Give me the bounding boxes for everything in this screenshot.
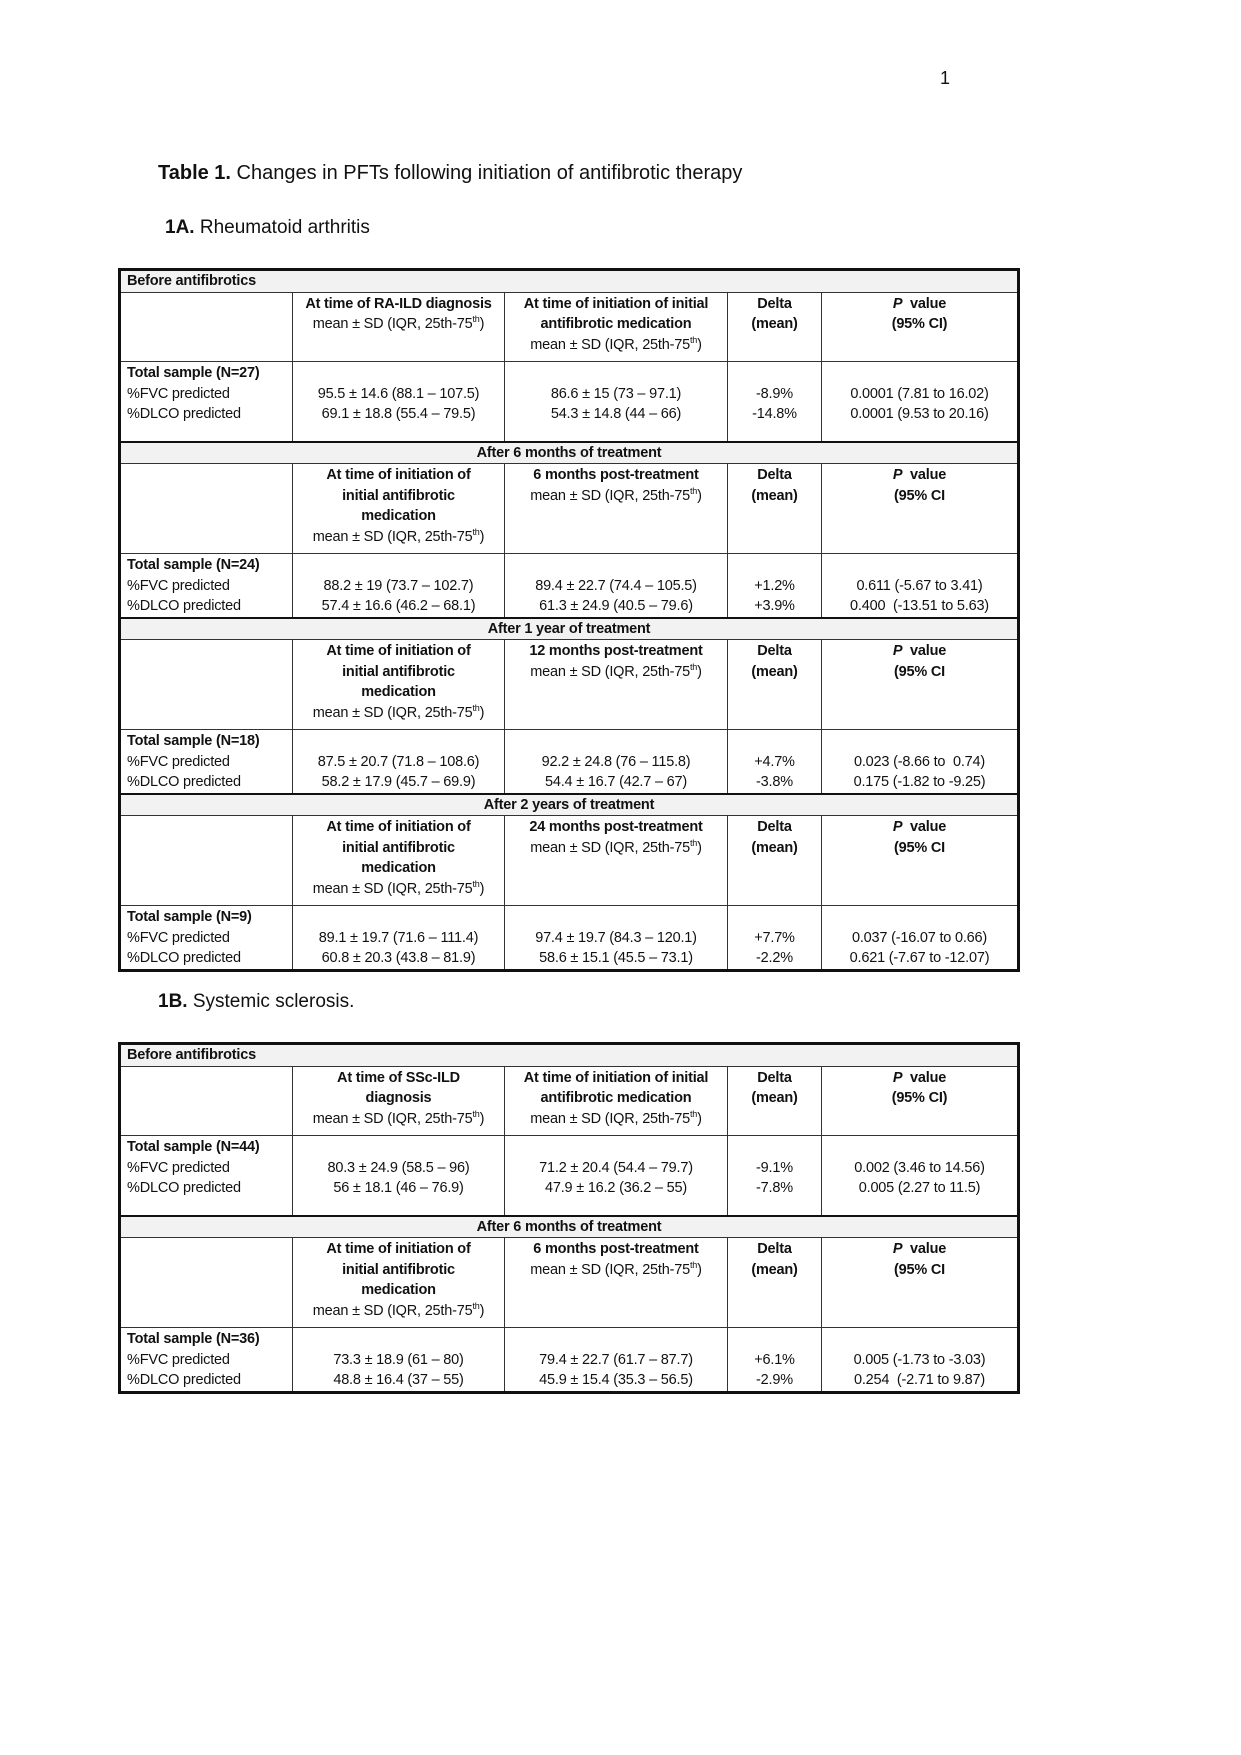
fvc-p-value: 0.037 (-16.07 to 0.66): [851, 929, 988, 946]
row-labels: [120, 554, 293, 618]
delta-column-header: [728, 816, 822, 906]
fvc-followup-value: 86.6 ± 15 (73 – 97.1): [550, 385, 682, 402]
mean-sd-close: ): [697, 1261, 702, 1278]
header-line: At time of initiation of initial: [523, 1069, 709, 1086]
baseline-column-header: [293, 1238, 505, 1328]
dlco-baseline-value: 57.4 ± 16.6 (46.2 – 68.1): [321, 598, 476, 614]
fvc-label: %FVC predicted: [127, 577, 230, 594]
pvalue-column-header: [822, 292, 1019, 362]
header-line: Delta: [757, 643, 792, 659]
column-header-row: [120, 464, 1019, 554]
fvc-label: %FVC predicted: [127, 385, 230, 402]
delta-column-header: [728, 292, 822, 362]
mean-sd-close: ): [479, 528, 485, 545]
delta-column-header: [728, 1066, 822, 1136]
fvc-p-value: 0.002 (3.46 to 14.56): [854, 1159, 985, 1176]
mean-sd-label: [530, 661, 702, 680]
superscript: th: [472, 878, 480, 889]
empty-header-cell: [120, 640, 293, 730]
fvc-delta-value: +7.7%: [754, 929, 795, 946]
mean-sd-label: [312, 526, 485, 545]
dlco-baseline-value: 56 ± 18.1 (46 – 76.9): [333, 1180, 464, 1196]
data-row: [120, 906, 1019, 971]
mean-sd-close: ): [697, 663, 702, 680]
fvc-followup-value: 92.2 ± 24.8 (76 – 115.8): [541, 753, 691, 770]
subtable-name: Systemic sclerosis.: [187, 991, 355, 1012]
table-rheumatoid-arthritis: [118, 268, 1020, 972]
p-symbol: P: [892, 295, 903, 312]
mean-sd-label: [312, 1108, 485, 1127]
fvc-delta-value: +4.7%: [754, 753, 795, 770]
dlco-followup-value: 61.3 ± 24.9 (40.5 – 79.6): [539, 598, 693, 614]
followup-column-header: [505, 1238, 728, 1328]
baseline-column-header: [293, 1066, 505, 1136]
header-line: At time of initiation of: [326, 643, 471, 659]
mean-sd-close: ): [697, 1110, 702, 1127]
dlco-followup-value: 45.9 ± 15.4 (35.3 – 56.5): [539, 1372, 693, 1388]
dlco-delta-value: -3.8%: [756, 774, 793, 790]
mean-sd-label: [530, 1108, 702, 1127]
header-line: At time of initiation of: [326, 819, 471, 835]
fvc-followup-value: 71.2 ± 20.4 (54.4 – 79.7): [539, 1159, 693, 1176]
baseline-value-cell: [293, 362, 505, 442]
followup-value-cell: [505, 554, 728, 618]
header-line: antifibrotic medication: [540, 316, 692, 332]
header-line: antifibrotic medication: [540, 1090, 692, 1106]
pvalue-column-header: [822, 1238, 1019, 1328]
header-line: value: [902, 819, 947, 835]
header-line: (95% CI: [894, 487, 945, 504]
p-value-cell: [822, 1328, 1019, 1393]
baseline-column-header: [293, 640, 505, 730]
mean-sd-text: mean ± SD (IQR, 25th-75: [312, 1302, 473, 1319]
row-labels: [120, 1328, 293, 1393]
empty-header-cell: [120, 1238, 293, 1328]
superscript: th: [472, 1108, 480, 1119]
section-title: Before antifibrotics: [120, 1044, 1019, 1067]
followup-value-cell: [505, 906, 728, 971]
fvc-followup-value: 79.4 ± 22.7 (61.7 – 87.7): [539, 1351, 693, 1368]
baseline-column-header: [293, 464, 505, 554]
followup-value-cell: [505, 1136, 728, 1216]
dlco-delta-value: -14.8%: [752, 406, 797, 422]
delta-value-cell: [728, 554, 822, 618]
fvc-baseline-value: 87.5 ± 20.7 (71.8 – 108.6): [317, 753, 480, 770]
column-header-row: [120, 816, 1019, 906]
header-line: diagnosis: [365, 1090, 432, 1106]
header-line: 6 months post-treatment: [533, 467, 699, 483]
empty-header-cell: [120, 464, 293, 554]
empty-header-cell: [120, 292, 293, 362]
fvc-label: %FVC predicted: [127, 1159, 230, 1176]
header-line: (95% CI: [894, 663, 945, 680]
dlco-p-value: 0.400 (-13.51 to 5.63): [850, 598, 989, 614]
followup-column-header: [505, 816, 728, 906]
column-header-row: [120, 292, 1019, 362]
fvc-followup-value: 97.4 ± 19.7 (84.3 – 120.1): [535, 929, 697, 946]
p-symbol: P: [892, 643, 903, 659]
dlco-delta-value: -7.8%: [756, 1180, 793, 1196]
data-row: [120, 730, 1019, 794]
fvc-delta-value: -8.9%: [756, 385, 793, 402]
mean-sd-close: ): [479, 1302, 485, 1319]
fvc-label: %FVC predicted: [127, 753, 230, 770]
empty-header-cell: [120, 1066, 293, 1136]
fvc-delta-value: -9.1%: [756, 1159, 793, 1176]
fvc-delta-value: +6.1%: [754, 1351, 795, 1368]
mean-sd-text: mean ± SD (IQR, 25th-75: [312, 704, 473, 721]
dlco-label: %DLCO predicted: [127, 774, 241, 790]
empty-header-cell: [120, 816, 293, 906]
followup-value-cell: [505, 730, 728, 794]
baseline-value-cell: [293, 1136, 505, 1216]
fvc-baseline-value: 80.3 ± 24.9 (58.5 – 96): [327, 1159, 470, 1176]
table-title: [158, 162, 742, 185]
data-row: [120, 1136, 1019, 1216]
dlco-baseline-value: 60.8 ± 20.3 (43.8 – 81.9): [321, 950, 476, 966]
dlco-delta-value: -2.2%: [756, 950, 793, 966]
fvc-delta-value: +1.2%: [754, 577, 795, 594]
header-line: Delta: [757, 1241, 792, 1257]
dlco-label: %DLCO predicted: [127, 950, 241, 966]
dlco-label: %DLCO predicted: [127, 598, 241, 614]
section-title: After 2 years of treatment: [120, 794, 1019, 816]
header-line: value: [902, 295, 947, 312]
mean-sd-close: ): [697, 487, 702, 504]
mean-sd-label: [530, 837, 702, 856]
dlco-followup-value: 47.9 ± 16.2 (36.2 – 55): [544, 1180, 687, 1196]
header-line: value: [902, 1241, 947, 1257]
row-labels: [120, 730, 293, 794]
followup-value-cell: [505, 1328, 728, 1393]
header-line: (mean): [751, 663, 798, 680]
header-line: (mean): [751, 316, 798, 332]
mean-sd-label: [312, 1300, 485, 1319]
mean-sd-label: [530, 1259, 702, 1278]
header-line: (95% CI: [894, 839, 945, 856]
mean-sd-text: mean ± SD (IQR, 25th-75: [530, 487, 690, 504]
dlco-baseline-value: 48.8 ± 16.4 (37 – 55): [333, 1372, 464, 1388]
subtable-heading-1a: [165, 217, 370, 239]
mean-sd-close: ): [479, 1110, 485, 1127]
mean-sd-label: [312, 702, 485, 721]
page-number: 1: [940, 68, 951, 88]
fvc-followup-value: 89.4 ± 22.7 (74.4 – 105.5): [535, 577, 697, 594]
header-line: medication: [361, 1282, 436, 1298]
fvc-baseline-value: 95.5 ± 14.6 (88.1 – 107.5): [317, 385, 480, 402]
header-line: Delta: [757, 295, 792, 312]
baseline-value-cell: [293, 730, 505, 794]
mean-sd-text: mean ± SD (IQR, 25th-75: [312, 528, 473, 545]
p-symbol: P: [892, 1069, 903, 1086]
header-line: At time of SSc-ILD: [337, 1069, 460, 1086]
sample-size: Total sample (N=27): [127, 365, 260, 381]
mean-sd-text: mean ± SD (IQR, 25th-75: [530, 1261, 690, 1278]
section-title: After 6 months of treatment: [120, 442, 1019, 464]
baseline-value-cell: [293, 906, 505, 971]
dlco-label: %DLCO predicted: [127, 1372, 241, 1388]
header-line: initial antifibrotic: [342, 1261, 455, 1278]
dlco-p-value: 0.254 (-2.71 to 9.87): [853, 1372, 986, 1388]
superscript: th: [689, 837, 698, 848]
superscript: th: [689, 485, 698, 496]
superscript: th: [472, 526, 480, 537]
delta-value-cell: [728, 730, 822, 794]
header-line: At time of RA-ILD diagnosis: [305, 295, 492, 312]
column-header-row: [120, 640, 1019, 730]
mean-sd-label: [313, 316, 484, 332]
dlco-followup-value: 54.3 ± 14.8 (44 – 66): [550, 406, 682, 422]
p-value-cell: [822, 362, 1019, 442]
subtable-label: 1A.: [165, 217, 195, 238]
sample-size: Total sample (N=18): [127, 733, 260, 749]
dlco-baseline-value: 69.1 ± 18.8 (55.4 – 79.5): [321, 406, 476, 422]
mean-sd-close: ): [697, 839, 702, 856]
sample-size: Total sample (N=44): [127, 1139, 260, 1155]
dlco-p-value: 0.005 (2.27 to 11.5): [858, 1180, 981, 1196]
p-symbol: P: [892, 819, 903, 835]
dlco-delta-value: +3.9%: [754, 598, 795, 614]
mean-sd-label: [312, 878, 485, 897]
delta-value-cell: [728, 906, 822, 971]
column-header-row: [120, 1066, 1019, 1136]
dlco-p-value: 0.0001 (9.53 to 20.16): [850, 406, 989, 422]
dlco-p-value: 0.175 (-1.82 to -9.25): [853, 774, 986, 790]
mean-sd-text: mean ± SD (IQR, 25th-75: [530, 839, 690, 856]
delta-value-cell: [728, 1136, 822, 1216]
row-labels: [120, 1136, 293, 1216]
delta-value-cell: [728, 362, 822, 442]
header-line: initial antifibrotic: [342, 839, 455, 856]
header-line: (mean): [751, 1090, 798, 1106]
header-line: At time of initiation of: [326, 467, 471, 483]
mean-sd-close: ): [479, 880, 485, 897]
header-line: Delta: [757, 1069, 792, 1086]
dlco-label: %DLCO predicted: [127, 406, 241, 422]
section-title: After 1 year of treatment: [120, 618, 1019, 640]
data-row: [120, 362, 1019, 442]
header-line: (mean): [751, 839, 798, 856]
header-line: (95% CI): [891, 316, 948, 332]
header-line: medication: [361, 860, 436, 876]
dlco-label: %DLCO predicted: [127, 1180, 241, 1196]
pvalue-column-header: [822, 640, 1019, 730]
row-labels: [120, 906, 293, 971]
mean-sd-text: mean ± SD (IQR, 25th-75: [312, 1110, 473, 1127]
mean-sd-text: mean ± SD (IQR, 25th-75: [530, 336, 690, 353]
p-value-cell: [822, 1136, 1019, 1216]
header-line: (95% CI): [891, 1090, 948, 1106]
p-symbol: P: [892, 1241, 903, 1257]
followup-column-header: [505, 640, 728, 730]
dlco-baseline-value: 58.2 ± 17.9 (45.7 – 69.9): [321, 774, 476, 790]
fvc-p-value: 0.023 (-8.66 to 0.74): [853, 753, 986, 770]
header-line: (95% CI: [894, 1261, 945, 1278]
table-title-text: Changes in PFTs following initiation of antifibrotic therapy: [231, 162, 743, 184]
sample-size: Total sample (N=9): [127, 909, 252, 925]
header-line: medication: [361, 508, 436, 524]
data-row: [120, 554, 1019, 618]
table-systemic-sclerosis: [118, 1042, 1020, 1394]
superscript: th: [689, 334, 698, 345]
header-line: initial antifibrotic: [342, 487, 455, 504]
section-header-row: [120, 442, 1019, 464]
baseline-value-cell: [293, 1328, 505, 1393]
delta-column-header: [728, 464, 822, 554]
followup-value-cell: [505, 362, 728, 442]
p-value-cell: [822, 906, 1019, 971]
p-symbol: P: [892, 467, 903, 483]
fvc-baseline-value: 73.3 ± 18.9 (61 – 80): [333, 1351, 464, 1368]
mean-sd-text: mean ± SD (IQR, 25th-75: [312, 316, 473, 332]
superscript: th: [472, 702, 480, 713]
mean-sd-text: mean ± SD (IQR, 25th-75: [530, 1110, 690, 1127]
mean-sd-close: ): [479, 316, 485, 332]
header-line: 12 months post-treatment: [529, 643, 703, 659]
fvc-p-value: 0.005 (-1.73 to -3.03): [853, 1351, 986, 1368]
delta-column-header: [728, 640, 822, 730]
section-title: Before antifibrotics: [120, 270, 1019, 293]
dlco-followup-value: 58.6 ± 15.1 (45.5 – 73.1): [539, 950, 693, 966]
section-header-row: [120, 618, 1019, 640]
followup-column-header: [505, 1066, 728, 1136]
baseline-value-cell: [293, 554, 505, 618]
subtable-name: Rheumatoid arthritis: [194, 217, 370, 238]
baseline-column-header: [293, 292, 505, 362]
header-line: 24 months post-treatment: [529, 819, 703, 835]
section-header-row: [120, 794, 1019, 816]
header-line: (mean): [751, 487, 798, 504]
delta-value-cell: [728, 1328, 822, 1393]
sample-size: Total sample (N=24): [127, 557, 260, 573]
superscript: th: [472, 1300, 480, 1311]
mean-sd-text: mean ± SD (IQR, 25th-75: [312, 880, 473, 897]
fvc-p-value: 0.0001 (7.81 to 16.02): [850, 385, 989, 402]
column-header-row: [120, 1238, 1019, 1328]
delta-column-header: [728, 1238, 822, 1328]
header-line: value: [902, 1069, 947, 1086]
dlco-followup-value: 54.4 ± 16.7 (42.7 – 67): [544, 774, 687, 790]
mean-sd-close: ): [697, 336, 702, 353]
followup-column-header: [505, 292, 728, 362]
mean-sd-close: ): [479, 704, 485, 721]
dlco-delta-value: -2.9%: [756, 1372, 793, 1388]
fvc-baseline-value: 89.1 ± 19.7 (71.6 – 111.4): [318, 929, 479, 946]
dlco-p-value: 0.621 (-7.67 to -12.07): [849, 950, 990, 966]
header-line: initial antifibrotic: [342, 663, 455, 680]
data-row: [120, 1328, 1019, 1393]
fvc-label: %FVC predicted: [127, 1351, 230, 1368]
mean-sd-label: [530, 334, 702, 353]
header-line: Delta: [757, 467, 792, 483]
section-title: After 6 months of treatment: [120, 1216, 1019, 1238]
superscript: th: [689, 1108, 698, 1119]
superscript: th: [689, 1259, 698, 1270]
header-line: (mean): [751, 1261, 798, 1278]
mean-sd-text: mean ± SD (IQR, 25th-75: [530, 663, 690, 680]
row-labels: [120, 362, 293, 442]
fvc-p-value: 0.611 (-5.67 to 3.41): [856, 577, 983, 594]
followup-column-header: [505, 464, 728, 554]
header-line: value: [902, 467, 947, 483]
pvalue-column-header: [822, 464, 1019, 554]
header-line: At time of initiation of: [326, 1241, 471, 1257]
fvc-baseline-value: 88.2 ± 19 (73.7 – 102.7): [323, 577, 474, 594]
p-value-cell: [822, 554, 1019, 618]
header-line: 6 months post-treatment: [533, 1241, 699, 1257]
header-line: value: [902, 643, 947, 659]
header-line: At time of initiation of initial: [523, 295, 709, 312]
p-value-cell: [822, 730, 1019, 794]
mean-sd-label: [530, 485, 702, 504]
section-header-row: [120, 1216, 1019, 1238]
subtable-label: 1B.: [158, 991, 188, 1012]
baseline-column-header: [293, 816, 505, 906]
fvc-label: %FVC predicted: [127, 929, 230, 946]
pvalue-column-header: [822, 1066, 1019, 1136]
subtable-heading-1b: [158, 991, 354, 1013]
header-line: Delta: [757, 819, 792, 835]
table-title-label: Table 1.: [158, 162, 231, 184]
section-header-row: [120, 270, 1019, 293]
superscript: th: [472, 314, 480, 325]
superscript: th: [689, 661, 698, 672]
header-line: medication: [361, 684, 436, 700]
pvalue-column-header: [822, 816, 1019, 906]
sample-size: Total sample (N=36): [127, 1331, 260, 1347]
section-header-row: [120, 1044, 1019, 1067]
